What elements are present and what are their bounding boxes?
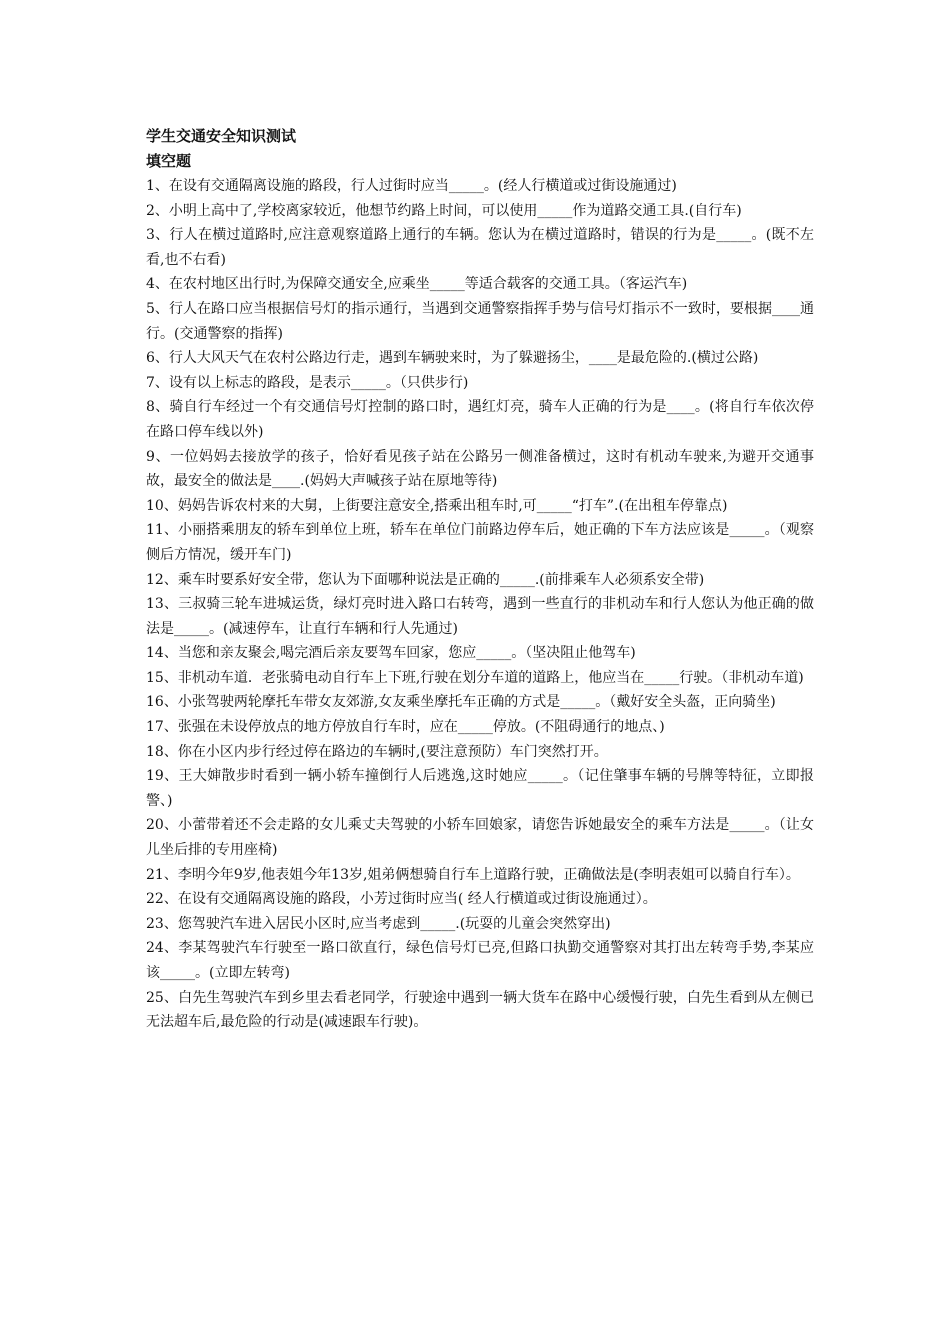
question-item: 16、小张驾驶两轮摩托车带女友郊游,女友乘坐摩托车正确的方式是_____。（戴好安全头盔，正向骑坐) <box>146 694 776 711</box>
question-item: 17、张强在未设停放点的地方停放自行车时，应在_____停放。(不阻碍通行的地点、) <box>146 719 665 736</box>
question-item: 5、行人在路口应当根据信号灯的指示通行，当遇到交通警察指挥手势与信号灯指示不一致时，要根据____通行。(交通警察的指挥) <box>146 300 814 342</box>
question-item: 13、三叔骑三轮车进城运货，绿灯亮时进入路口右转弯，遇到一些直行的非机动车和行人您认为他正确的做法是_____。(减速停车，让直行车辆和行人先通过) <box>146 596 814 637</box>
question-item: 11、小丽搭乘朋友的轿车到单位上班，轿车在单位门前路边停车后，她正确的下车方法应该是_____。（观察侧后方情况，缓开车门) <box>146 522 814 563</box>
question-item: 21、李明今年9岁,他表姐今年13岁,姐弟俩想骑自行车上道路行驶，正确做法是(李明表姐可以骑自行车）。 <box>146 866 800 883</box>
question-item: 23、您驾驶汽车进入居民小区时,应当考虑到_____.(玩耍的儿童会突然穿出) <box>146 915 611 932</box>
question-item: 8、骑自行车经过一个有交通信号灯控制的路口时，遇红灯亮，骑车人正确的行为是____。(将自行车依次停在路口停车线以外) <box>146 399 814 440</box>
question-list <box>146 174 814 1035</box>
question-item: 15、非机动车道．老张骑电动自行车上下班,行驶在划分车道的道路上，他应当在_____行驶。（非机动车道) <box>146 669 804 686</box>
question-item: 1、在设有交通隔离设施的路段，行人过街时应当_____。(经人行横道或过街设施通过) <box>146 178 677 194</box>
question-item: 2、小明上高中了,学校离家较近，他想节约路上时间，可以使用_____作为道路交通工具.(自行车) <box>146 202 742 219</box>
question-item: 9、一位妈妈去接放学的孩子，恰好看见孩子站在公路另一侧准备横过，这时有机动车驶来,为避开交通事故，最安全的做法是____.(妈妈大声喊孩子站在原地等待) <box>146 448 814 490</box>
question-item: 7、设有以上标志的路段，是表示_____。（只供步行) <box>146 374 469 391</box>
section-heading: 填空题 <box>146 152 192 170</box>
question-item: 24、李某驾驶汽车行驶至一路口欲直行，绿色信号灯已亮,但路口执勤交通警察对其打出左转弯手势,李某应该_____。(立即左转弯) <box>146 940 814 981</box>
question-item: 19、王大婶散步时看到一辆小轿车撞倒行人后逃逸,这时她应_____。（记住肇事车辆的号牌等特征，立即报警、) <box>146 768 814 809</box>
document-page <box>146 124 814 1035</box>
question-item: 12、乘车时要系好安全带，您认为下面哪种说法是正确的_____.(前排乘车人必须系安全带) <box>146 571 705 588</box>
question-item: 20、小蕾带着还不会走路的女儿乘丈夫驾驶的小轿车回娘家，请您告诉她最安全的乘车方法是_____。（让女儿坐后排的专用座椅) <box>146 817 814 859</box>
document-title: 学生交通安全知识测试 <box>146 127 297 145</box>
question-item: 14、当您和亲友聚会,喝完酒后亲友要驾车回家，您应_____。（坚决阻止他驾车) <box>146 645 636 662</box>
question-item: 10、妈妈告诉农村来的大舅，上街要注意安全,搭乘出租车时,可_____“打车”.(在出租车停靠点) <box>146 497 728 514</box>
question-item: 18、你在小区内步行经过停在路边的车辆时,(要注意预防）车门突然打开。 <box>146 743 608 760</box>
question-item: 25、白先生驾驶汽车到乡里去看老同学，行驶途中遇到一辆大货车在路中心缓慢行驶，白先生看到从左侧已无法超车后,最危险的行动是(减速跟车行驶)。 <box>146 989 814 1031</box>
question-item: 6、行人大风天气在农村公路边行走，遇到车辆驶来时，为了躲避扬尘，____是最危险的.(横过公路) <box>146 350 759 367</box>
question-item: 4、在农村地区出行时,为保障交通安全,应乘坐_____等适合载客的交通工具。（客运汽车) <box>146 276 688 293</box>
question-item: 22、在设有交通隔离设施的路段，小芳过街时应当( 经人行横道或过街设施通过）。 <box>146 891 657 908</box>
question-item: 3、行人在横过道路时,应注意观察道路上通行的车辆。您认为在横过道路时，错误的行为是_____。(既不左看,也不右看) <box>146 227 814 268</box>
